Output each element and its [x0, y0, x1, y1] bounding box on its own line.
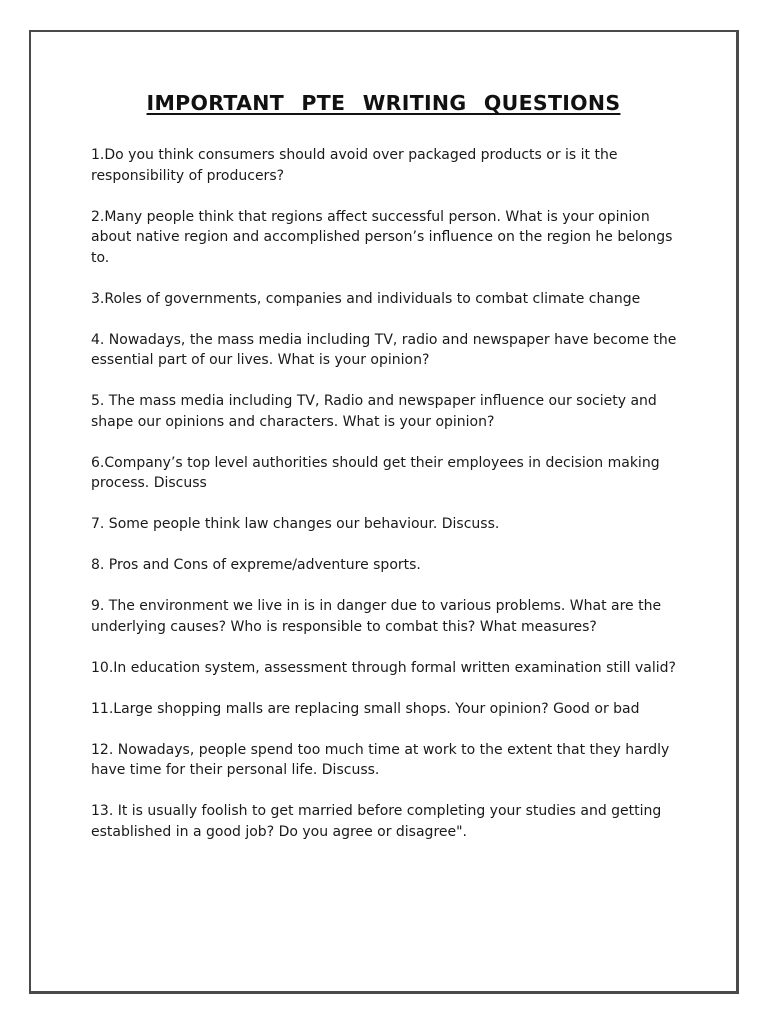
question-1: 1.Do you think consumers should avoid over packaged products or is it the responsibility of producers?	[91, 147, 618, 184]
page-frame	[29, 30, 739, 994]
page-title: IMPORTANT PTE WRITING QUESTIONS	[146, 91, 621, 115]
question-10: 10.In education system, assessment through formal written examination still valid?	[91, 659, 676, 676]
question-3: 3.Roles of governments, companies and individuals to combat climate change	[91, 290, 641, 307]
question-5: 5. The mass media including TV, Radio and newspaper influence our society and shape our opinions and characters. What is your opinion?	[91, 393, 657, 430]
question-7: 7. Some people think law changes our behaviour. Discuss.	[91, 516, 500, 532]
question-list	[91, 145, 687, 863]
question-13: 13. It is usually foolish to get married before completing your studies and getting established in a good job? Do you agree or disagree".	[91, 803, 662, 840]
question-9: 9. The environment we live in is in danger due to various problems. What are the underlying causes? Who is responsible to combat this? What measures?	[91, 598, 662, 635]
question-4: 4. Nowadays, the mass media including TV, radio and newspaper have become the essential part of our lives. What is your opinion?	[91, 331, 677, 368]
question-6: 6.Company’s top level authorities should get their employees in decision making process. Discuss	[91, 454, 660, 491]
question-2: 2.Many people think that regions affect successful person. What is your opinion about native region and accomplished person’s influence on the region he belongs to.	[91, 208, 673, 266]
question-8: 8. Pros and Cons of expreme/adventure sports.	[91, 557, 421, 573]
question-12: 12. Nowadays, people spend too much time at work to the extent that they hardly have time for their personal life. Discuss.	[91, 741, 670, 778]
question-11: 11.Large shopping malls are replacing small shops. Your opinion? Good or bad	[91, 700, 640, 717]
